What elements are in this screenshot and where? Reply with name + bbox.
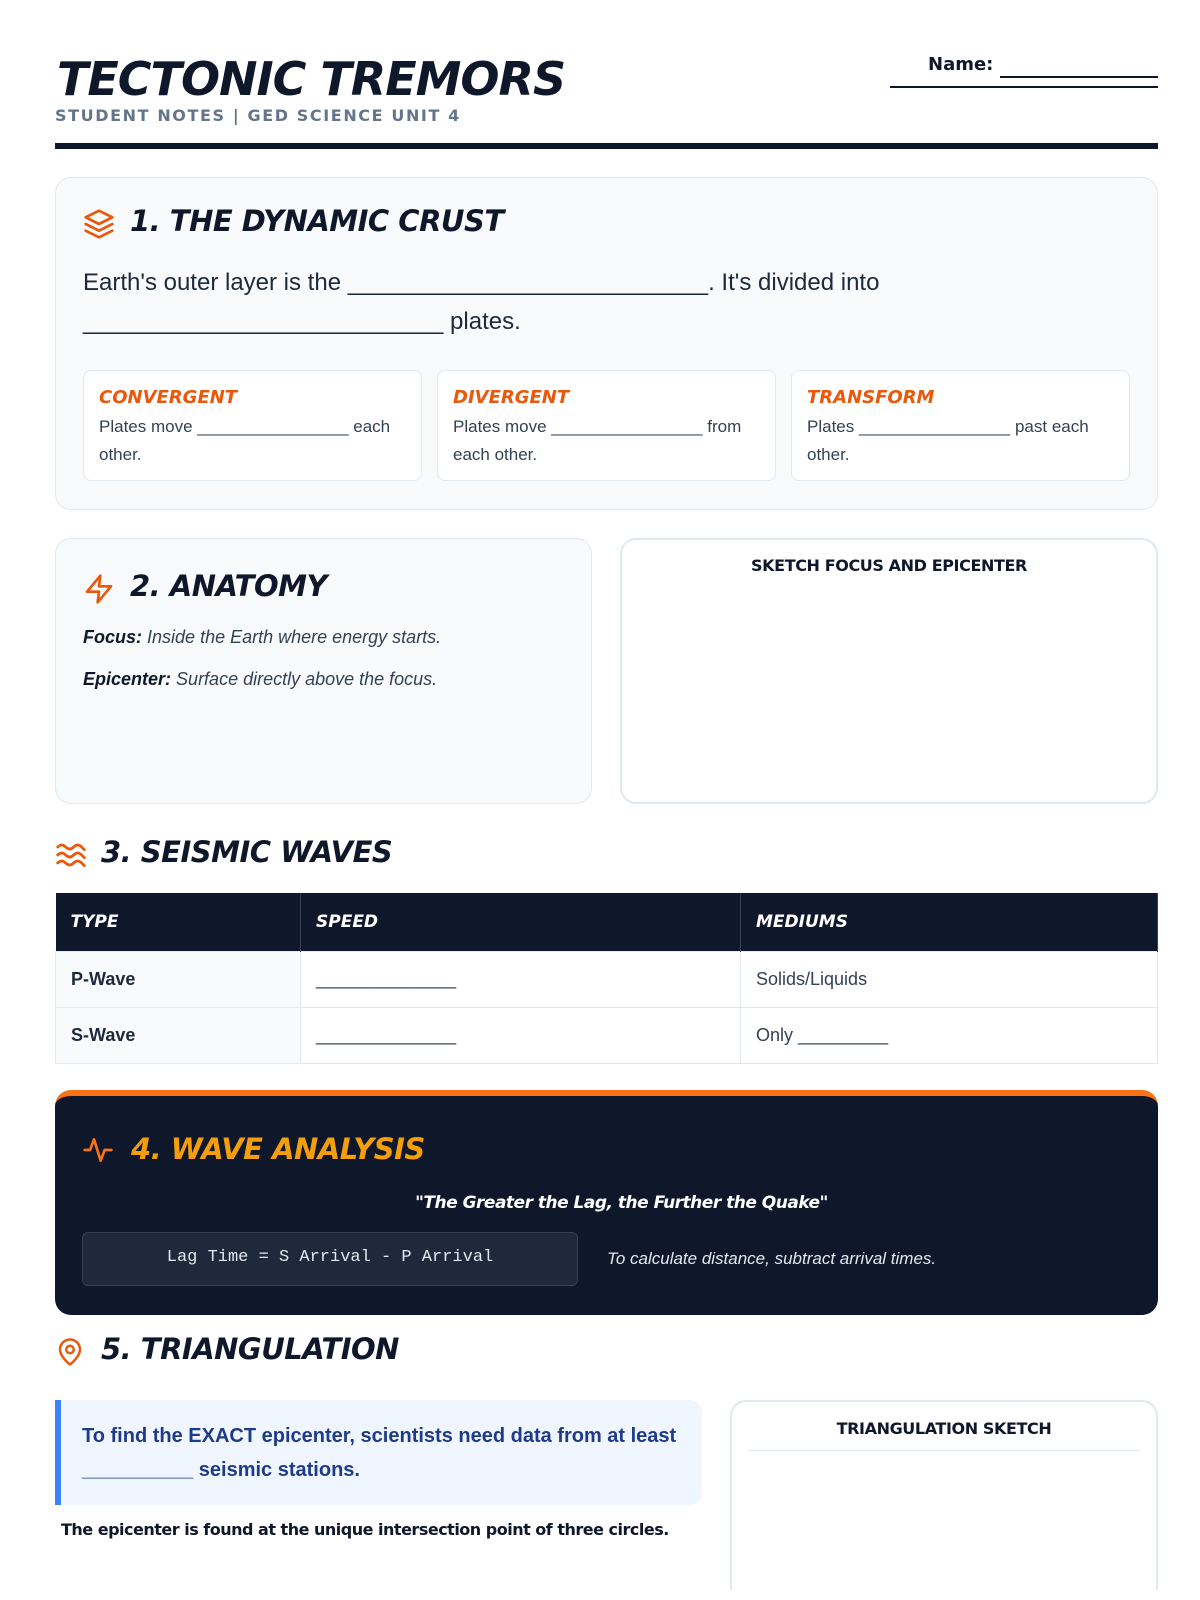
epicenter-term: Epicenter: xyxy=(83,669,172,689)
crust-fill-in-text: Earth's outer layer is the ___________________________. It's divided into ___________________________ plates. xyxy=(83,269,880,335)
section-dynamic-crust xyxy=(55,177,1158,510)
column-header: TYPE xyxy=(56,893,301,951)
lightning-icon xyxy=(83,573,115,605)
table-row xyxy=(56,951,1158,1007)
boundary-text: Plates move ________________ each other. xyxy=(99,417,391,464)
section-title: 2. ANATOMY xyxy=(130,569,327,603)
formula-note: To calculate distance, subtract arrival times. xyxy=(607,1249,937,1268)
section-title: 4. WAVE ANALYSIS xyxy=(131,1132,425,1166)
section-title: 3. SEISMIC WAVES xyxy=(101,835,393,869)
table-cell: Solids/Liquids xyxy=(741,951,1158,1007)
name-label: Name: xyxy=(928,54,994,75)
section-title: 5. TRIANGULATION xyxy=(101,1332,399,1366)
boundary-card-transform xyxy=(791,370,1130,481)
boundary-text: Plates move ________________ from each other. xyxy=(453,417,742,464)
epicenter-def: Surface directly above the focus. xyxy=(176,669,438,689)
table-cell: S-Wave xyxy=(56,1007,301,1063)
sketch-box-triangulation[interactable] xyxy=(730,1400,1158,1590)
boundary-card-convergent xyxy=(83,370,422,481)
section-title: 1. THE DYNAMIC CRUST xyxy=(130,204,504,238)
header-divider xyxy=(55,143,1158,149)
column-header: MEDIUMS xyxy=(741,893,1158,951)
boundary-label: DIVERGENT xyxy=(453,387,570,408)
sketch-label: TRIANGULATION SKETCH xyxy=(836,1419,1052,1438)
focus-def: Inside the Earth where energy starts. xyxy=(147,627,442,647)
section-wave-analysis xyxy=(55,1090,1158,1315)
table-cell[interactable]: ______________ xyxy=(301,1007,741,1063)
table-cell: P-Wave xyxy=(56,951,301,1007)
table-cell[interactable]: Only _________ xyxy=(741,1007,1158,1063)
layers-icon xyxy=(83,208,115,240)
name-field[interactable] xyxy=(890,54,1158,88)
table-row xyxy=(56,1007,1158,1063)
wave-analysis-quote: "The Greater the Lag, the Further the Quake" xyxy=(415,1193,828,1213)
sketch-divider xyxy=(748,1450,1140,1451)
page-subtitle: STUDENT NOTES | GED SCIENCE UNIT 4 xyxy=(55,106,461,125)
epicenter-definition xyxy=(83,669,437,690)
map-pin-icon xyxy=(55,1336,85,1368)
triangulation-note: The epicenter is found at the unique intersection point of three circles. xyxy=(61,1520,669,1539)
seismic-waves-table xyxy=(55,893,1158,1064)
callout-text: To find the EXACT epicenter, scientists need data from at least __________ seismic stations. xyxy=(82,1425,677,1481)
page-title: TECTONIC TREMORS xyxy=(57,52,566,106)
table-header-row xyxy=(56,893,1158,951)
boundary-card-divergent xyxy=(437,370,776,481)
triangulation-callout xyxy=(55,1400,702,1505)
table-cell[interactable]: ______________ xyxy=(301,951,741,1007)
lag-time-formula: Lag Time = S Arrival - P Arrival xyxy=(82,1232,578,1286)
sketch-label: SKETCH FOCUS AND EPICENTER xyxy=(751,556,1027,575)
focus-term: Focus: xyxy=(83,627,143,647)
section-anatomy xyxy=(55,538,592,804)
pulse-icon xyxy=(82,1134,114,1166)
boundary-text: Plates ________________ past each other. xyxy=(807,417,1089,464)
boundary-label: CONVERGENT xyxy=(99,387,238,408)
waves-icon xyxy=(55,839,87,871)
column-header: SPEED xyxy=(301,893,741,951)
boundary-label: TRANSFORM xyxy=(807,387,935,408)
page-header xyxy=(55,48,1158,148)
sketch-box-focus-epicenter[interactable] xyxy=(620,538,1158,804)
focus-definition xyxy=(83,627,441,648)
name-blank-line[interactable] xyxy=(1000,76,1158,78)
